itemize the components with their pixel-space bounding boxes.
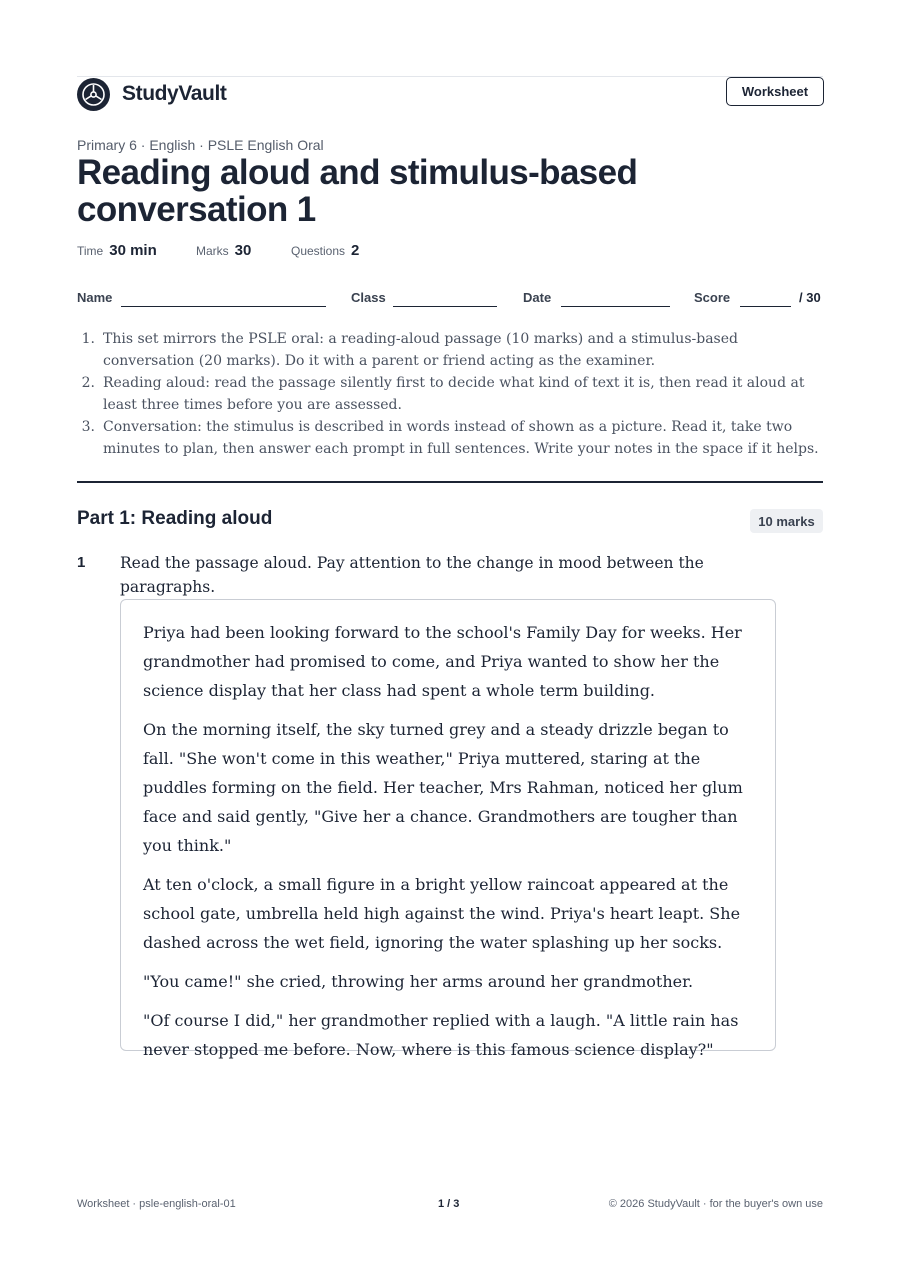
score-field[interactable] <box>740 306 791 307</box>
passage-paragraph: "Of course I did," her grandmother replied with a laugh. "A little rain has never stopped me before. Now, where is this famous science display?" <box>143 1011 739 1059</box>
question-prompt: Read the passage aloud. Pay attention to the change in mood between the paragraphs. <box>120 554 704 596</box>
footer-document-id: Worksheet · psle-english-oral-01 <box>77 1198 236 1210</box>
section-divider <box>77 481 823 483</box>
score-total: / 30 <box>799 290 821 305</box>
name-label: Name <box>77 290 113 305</box>
questions-value: 2 <box>351 242 360 259</box>
passage-paragraph: Priya had been looking forward to the school's Family Day for weeks. Her grandmother had promised to come, and Priya wanted to show her the science display that her class had spent a whole term building. <box>143 623 742 700</box>
score-label: Score <box>694 290 731 305</box>
footer-copyright: © 2026 StudyVault · for the buyer's own use <box>608 1198 823 1210</box>
footer-page-number: 1 / 3 <box>438 1198 460 1210</box>
instruction-item <box>77 328 823 372</box>
instruction-text: This set mirrors the PSLE oral: a reading-aloud passage (10 marks) and a stimulus-based conversation (20 marks). Do it with a parent or friend acting as the examiner. <box>103 331 738 369</box>
instruction-number: 2. <box>81 375 95 391</box>
worksheet-badge: Worksheet <box>726 77 824 106</box>
passage-paragraph: On the morning itself, the sky turned grey and a steady drizzle began to fall. "She won't come in this weather," Priya muttered, staring at the puddles forming on the field. Her teacher, Mrs Rahman, noticed her glum face and said gently, "Give her a chance. Grandmothers are tougher than you think." <box>143 720 743 855</box>
part-title: Part 1: Reading aloud <box>77 508 273 529</box>
name-field[interactable] <box>121 306 326 307</box>
date-label: Date <box>523 290 552 305</box>
page-title: Reading aloud and stimulus-based conversation 1 <box>77 153 638 229</box>
marks-value: 30 <box>234 242 252 259</box>
date-field[interactable] <box>561 306 670 307</box>
brand <box>77 77 227 111</box>
passage-paragraph: At ten o'clock, a small figure in a bright yellow raincoat appeared at the school gate, umbrella held high against the wind. Priya's heart leapt. She dashed across the wet field, ignoring the water splashing up her socks. <box>143 875 741 952</box>
class-field[interactable] <box>393 306 497 307</box>
questions-label: Questions <box>291 244 346 258</box>
meta-marks <box>196 242 251 259</box>
question-number: 1 <box>77 554 86 571</box>
instructions-list <box>77 328 823 460</box>
instruction-item <box>77 416 823 460</box>
instruction-text: Conversation: the stimulus is described in words instead of shown as a picture. Read it, take two minutes to plan, then answer each prompt in full sentences. Write your notes in the space if it helps. <box>103 419 819 457</box>
instruction-text: Reading aloud: read the passage silently first to decide what kind of text it is, then read it aloud at least three times before you are assessed. <box>103 375 805 413</box>
reading-passage <box>120 599 776 1059</box>
breadcrumb: Primary 6 · English · PSLE English Oral <box>77 137 324 153</box>
brand-name: StudyVault <box>122 82 227 105</box>
instruction-number: 3. <box>81 419 95 435</box>
steering-wheel-icon <box>77 78 110 111</box>
time-value: 30 min <box>109 242 157 259</box>
instruction-number: 1. <box>81 331 95 347</box>
marks-label: Marks <box>196 244 229 258</box>
class-label: Class <box>351 290 386 305</box>
meta-time <box>77 242 157 259</box>
passage-paragraph: "You came!" she cried, throwing her arms around her grandmother. <box>143 972 694 991</box>
meta-questions <box>291 242 359 259</box>
marks-badge: 10 marks <box>750 509 823 533</box>
instruction-item <box>77 372 823 416</box>
time-label: Time <box>77 244 104 258</box>
